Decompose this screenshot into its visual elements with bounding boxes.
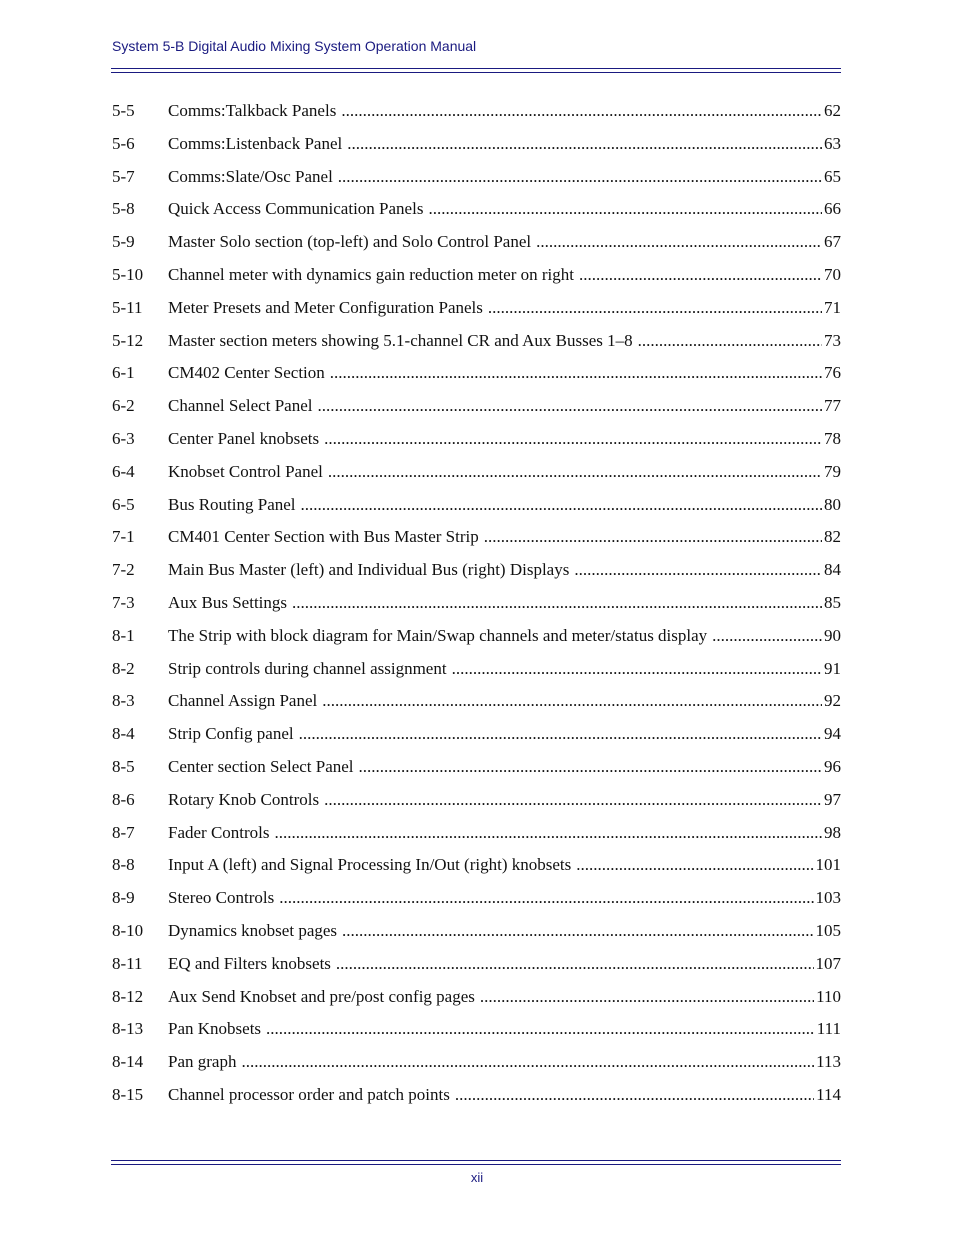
list-item[interactable] — [112, 921, 841, 954]
figure-title: Comms:Slate/Osc Panel — [168, 166, 333, 186]
figure-number: 7-1 — [112, 527, 135, 547]
figure-title: Stereo Controls — [168, 888, 275, 908]
figure-number: 8-13 — [112, 1019, 144, 1039]
figure-number: 5-12 — [112, 330, 144, 350]
dot-leader — [324, 429, 822, 449]
list-item[interactable] — [112, 659, 841, 692]
dot-leader — [576, 855, 813, 875]
dot-leader — [579, 265, 822, 285]
page-reference: 67 — [824, 232, 841, 252]
list-item[interactable] — [112, 888, 841, 921]
figure-title: Strip Config panel — [168, 724, 294, 744]
figure-number: 8-5 — [112, 756, 135, 776]
page-number: xii — [470, 1170, 484, 1185]
dot-leader — [330, 363, 822, 383]
list-item[interactable] — [112, 593, 841, 626]
dot-leader — [317, 396, 822, 416]
figure-title: Center section Select Panel — [168, 756, 354, 776]
figure-title: Center Panel knobsets — [168, 428, 320, 448]
figure-number: 8-15 — [112, 1084, 144, 1104]
figure-title: The Strip with block diagram for Main/Swap channels and meter/status display — [168, 625, 708, 645]
footer-rule-bottom — [111, 1164, 841, 1165]
figure-title: Comms:Talkback Panels — [168, 101, 337, 120]
dot-leader — [322, 691, 822, 711]
figure-number: 8-4 — [112, 724, 135, 744]
dot-leader — [341, 101, 822, 121]
figure-number: 8-1 — [112, 625, 135, 645]
figure-number: 5-9 — [112, 232, 135, 252]
page-reference: 91 — [824, 658, 841, 678]
page-reference: 113 — [816, 1052, 841, 1072]
list-item[interactable] — [112, 1019, 841, 1052]
figure-number: 6-2 — [112, 396, 135, 416]
dot-leader — [342, 921, 813, 941]
page-reference: 94 — [824, 724, 841, 744]
page-reference: 85 — [824, 592, 841, 612]
figure-number: 6-1 — [112, 363, 135, 383]
figure-number: 6-4 — [112, 461, 135, 481]
dot-leader — [328, 462, 822, 482]
list-item[interactable] — [112, 626, 841, 659]
figure-title: CM401 Center Section with Bus Master Strip — [168, 527, 479, 547]
dot-leader — [338, 167, 822, 187]
list-item[interactable] — [112, 560, 841, 593]
list-item[interactable] — [112, 101, 841, 134]
list-item[interactable] — [112, 167, 841, 200]
header-rule-bottom — [111, 72, 841, 73]
list-item[interactable] — [112, 855, 841, 888]
list-item[interactable] — [112, 954, 841, 987]
figure-title: Dynamics knobset pages — [168, 920, 338, 940]
figure-title: EQ and Filters knobsets — [168, 953, 331, 973]
figure-title: Knobset Control Panel — [168, 461, 323, 481]
list-item[interactable] — [112, 232, 841, 265]
list-item[interactable] — [112, 527, 841, 560]
dot-leader — [324, 790, 822, 810]
figure-number: 5-5 — [112, 101, 135, 120]
figure-number: 8-8 — [112, 855, 135, 875]
page-reference: 101 — [815, 855, 841, 875]
dot-leader — [452, 659, 822, 679]
page-reference: 79 — [824, 461, 841, 481]
figure-number: 8-2 — [112, 658, 135, 678]
list-item[interactable] — [112, 1052, 841, 1085]
figure-title: Channel Assign Panel — [168, 691, 318, 711]
figure-title: Main Bus Master (left) and Individual Bus (right) Displays — [168, 560, 570, 580]
dot-leader — [299, 724, 822, 744]
list-item[interactable] — [112, 495, 841, 528]
dot-leader — [347, 134, 822, 154]
list-item[interactable] — [112, 331, 841, 364]
page-reference: 73 — [824, 330, 841, 350]
page-reference: 63 — [824, 133, 841, 153]
list-item[interactable] — [112, 987, 841, 1020]
figure-number: 8-10 — [112, 920, 144, 940]
footer-rule-top — [111, 1160, 841, 1161]
figure-title: Quick Access Communication Panels — [168, 199, 424, 219]
dot-leader — [359, 757, 822, 777]
figure-title: Comms:Listenback Panel — [168, 133, 343, 153]
figure-title: Strip controls during channel assignment — [168, 658, 447, 678]
page-reference: 111 — [816, 1019, 841, 1039]
list-item[interactable] — [112, 134, 841, 167]
list-item[interactable] — [112, 462, 841, 495]
list-item[interactable] — [112, 790, 841, 823]
list-item[interactable] — [112, 298, 841, 331]
figure-number: 8-6 — [112, 789, 135, 809]
figure-number: 8-7 — [112, 822, 135, 842]
list-item[interactable] — [112, 429, 841, 462]
page-reference: 97 — [824, 789, 841, 809]
dot-leader — [336, 954, 814, 974]
figure-title: Channel meter with dynamics gain reduction meter on right — [168, 264, 574, 284]
figure-title: Rotary Knob Controls — [168, 789, 320, 809]
figure-title: Master section meters showing 5.1-channel CR and Aux Busses 1–8 — [168, 330, 633, 350]
page-reference: 90 — [824, 625, 841, 645]
dot-leader — [638, 331, 822, 351]
list-item[interactable] — [112, 265, 841, 298]
figure-number: 8-11 — [112, 953, 143, 973]
figure-number: 5-11 — [112, 297, 143, 317]
dot-leader — [292, 593, 822, 613]
page-reference: 96 — [824, 756, 841, 776]
figure-number: 6-5 — [112, 494, 135, 514]
figure-title: Bus Routing Panel — [168, 494, 296, 514]
list-item[interactable] — [112, 691, 841, 724]
figure-number: 5-8 — [112, 199, 135, 219]
figure-number: 8-12 — [112, 986, 144, 1006]
figure-number: 6-3 — [112, 428, 135, 448]
page-reference: 76 — [824, 363, 841, 383]
page-reference: 70 — [824, 264, 841, 284]
list-item[interactable] — [112, 199, 841, 232]
figure-number: 7-3 — [112, 592, 135, 612]
list-item[interactable] — [112, 724, 841, 757]
list-item[interactable] — [112, 363, 841, 396]
figure-number: 5-6 — [112, 133, 135, 153]
dot-leader — [241, 1052, 814, 1072]
figure-title: Fader Controls — [168, 822, 270, 842]
list-item[interactable] — [112, 1085, 841, 1118]
list-item[interactable] — [112, 823, 841, 856]
figure-title: Aux Bus Settings — [168, 592, 288, 612]
figure-number: 8-3 — [112, 691, 135, 711]
list-of-figures — [112, 101, 841, 1118]
dot-leader — [428, 199, 822, 219]
dot-leader — [279, 888, 813, 908]
figure-number: 8-14 — [112, 1052, 144, 1072]
dot-leader — [712, 626, 822, 646]
page-reference: 77 — [824, 396, 841, 416]
dot-leader — [536, 232, 822, 252]
page-reference: 110 — [816, 986, 841, 1006]
page-reference: 103 — [815, 888, 841, 908]
figure-title: Meter Presets and Meter Configuration Panels — [168, 297, 483, 317]
dot-leader — [275, 823, 822, 843]
header-rule-top — [111, 68, 841, 69]
dot-leader — [484, 527, 822, 547]
page-reference: 82 — [824, 527, 841, 547]
page-reference: 98 — [824, 822, 841, 842]
figure-title: Master Solo section (top-left) and Solo Control Panel — [168, 232, 532, 252]
figure-number: 7-2 — [112, 560, 135, 580]
figure-number: 8-9 — [112, 888, 135, 908]
figure-number: 5-10 — [112, 264, 144, 284]
list-item[interactable] — [112, 757, 841, 790]
page-reference: 114 — [816, 1084, 841, 1104]
figure-title: Channel Select Panel — [168, 396, 313, 416]
figure-title: CM402 Center Section — [168, 363, 325, 383]
dot-leader — [266, 1019, 815, 1039]
manual-title: System 5-B Digital Audio Mixing System Operation Manual — [112, 38, 477, 54]
page-reference: 65 — [824, 166, 841, 186]
figure-title: Channel processor order and patch points — [168, 1084, 450, 1104]
figure-title: Input A (left) and Signal Processing In/Out (right) knobsets — [168, 855, 572, 875]
page-reference: 84 — [824, 560, 841, 580]
page-reference: 62 — [824, 101, 841, 120]
page-reference: 80 — [824, 494, 841, 514]
dot-leader — [480, 987, 814, 1007]
figure-title: Pan graph — [168, 1052, 237, 1072]
figure-title: Pan Knobsets — [168, 1019, 262, 1039]
page-reference: 71 — [824, 297, 841, 317]
figure-number: 5-7 — [112, 166, 135, 186]
dot-leader — [574, 560, 822, 580]
page-reference: 66 — [824, 199, 841, 219]
page-reference: 107 — [815, 953, 841, 973]
page-reference: 92 — [824, 691, 841, 711]
dot-leader — [488, 298, 822, 318]
list-item[interactable] — [112, 396, 841, 429]
page-reference: 78 — [824, 428, 841, 448]
dot-leader — [455, 1085, 814, 1105]
page-reference: 105 — [815, 920, 841, 940]
figure-title: Aux Send Knobset and pre/post config pages — [168, 986, 475, 1006]
dot-leader — [301, 495, 822, 515]
